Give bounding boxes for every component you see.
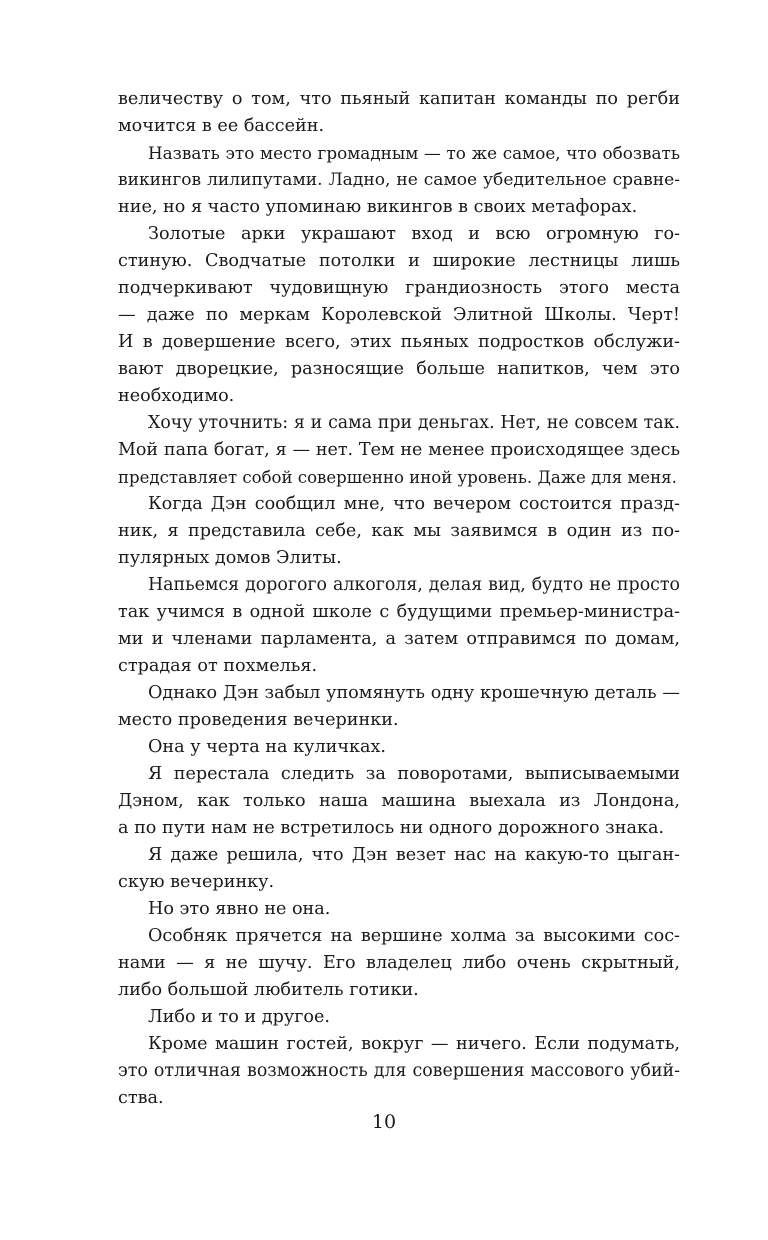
text-line: скую вечеринку. xyxy=(118,872,275,892)
text-line: Но это явно не она. xyxy=(148,899,331,919)
text-line: страдая от похмелья. xyxy=(118,656,318,676)
text-line: либо большой любитель готики. xyxy=(118,980,419,1000)
text-line: величеству о том, что пьяный капитан команды по регби xyxy=(118,89,680,109)
text-line: Кроме машин гостей, вокруг — ничего. Если подумать, xyxy=(148,1034,680,1054)
text-line: Напьемся дорогого алкоголя, делая вид, будто не просто xyxy=(148,575,680,595)
text-line: представляет собой совершенно иной уровень. Даже для меня. xyxy=(118,468,677,487)
text-line: И в довершение всего, этих пьяных подростков обслужи- xyxy=(118,332,680,352)
page-number: 10 xyxy=(371,1111,397,1133)
text-line: ми и членами парламента, а затем отправимся по домам, xyxy=(118,629,680,649)
text-line: ства. xyxy=(118,1088,164,1108)
text-line: Золотые арки украшают вход и всю огромную го- xyxy=(148,224,680,244)
text-line: — даже по меркам Королевской Элитной Школы. Черт! xyxy=(118,305,680,325)
text-line: ник, я представила себе, как мы заявимся в один из по- xyxy=(118,521,680,541)
text-line: а по пути нам не встретилось ни одного дорожного знака. xyxy=(118,818,665,838)
text-line: Хочу уточнить: я и сама при деньгах. Нет, не совсем так. xyxy=(148,413,680,433)
text-line: стиную. Сводчатые потолки и широкие лестницы лишь xyxy=(118,251,680,271)
text-line: Дэном, как только наша машина выехала из Лондона, xyxy=(118,791,680,811)
text-line: ние, но я часто упоминаю викингов в своих метафорах. xyxy=(118,197,638,217)
text-line: место проведения вечеринки. xyxy=(118,710,399,730)
text-line: вают дворецкие, разносящие больше напитков, чем это xyxy=(118,359,680,379)
text-line: Особняк прячется на вершине холма за высокими сос- xyxy=(148,926,680,946)
text-line: Когда Дэн сообщил мне, что вечером состоится празд- xyxy=(148,494,680,514)
text-line: это отличная возможность для совершения массового убий- xyxy=(118,1061,680,1081)
text-line: мочится в ее бассейн. xyxy=(118,116,325,136)
book-page-text xyxy=(118,86,680,1112)
text-line: Я перестала следить за поворотами, выписываемыми xyxy=(148,764,680,784)
text-line: Я даже решила, что Дэн везет нас на какую-то цыган- xyxy=(148,845,680,865)
text-line: Либо и то и другое. xyxy=(148,1007,331,1027)
text-line: Назвать это место громадным — то же самое, что обозвать xyxy=(148,143,680,163)
text-line: Однако Дэн забыл упомянуть одну крошечную деталь — xyxy=(148,683,680,703)
text-line: подчеркивают чудовищную грандиозность этого места xyxy=(118,278,680,298)
text-line: необходимо. xyxy=(118,386,235,406)
text-line: нами — я не шучу. Его владелец либо очень скрытный, xyxy=(118,953,680,973)
text-line: Она у черта на куличках. xyxy=(148,737,386,757)
text-line: пулярных домов Элиты. xyxy=(118,548,342,568)
text-line: Мой папа богат, я — нет. Тем не менее происходящее здесь xyxy=(118,440,680,460)
text-line: викингов лилипутами. Ладно, не самое убедительное сравне- xyxy=(118,170,680,190)
text-line: так учимся в одной школе с будущими премьер-министра- xyxy=(118,602,680,622)
